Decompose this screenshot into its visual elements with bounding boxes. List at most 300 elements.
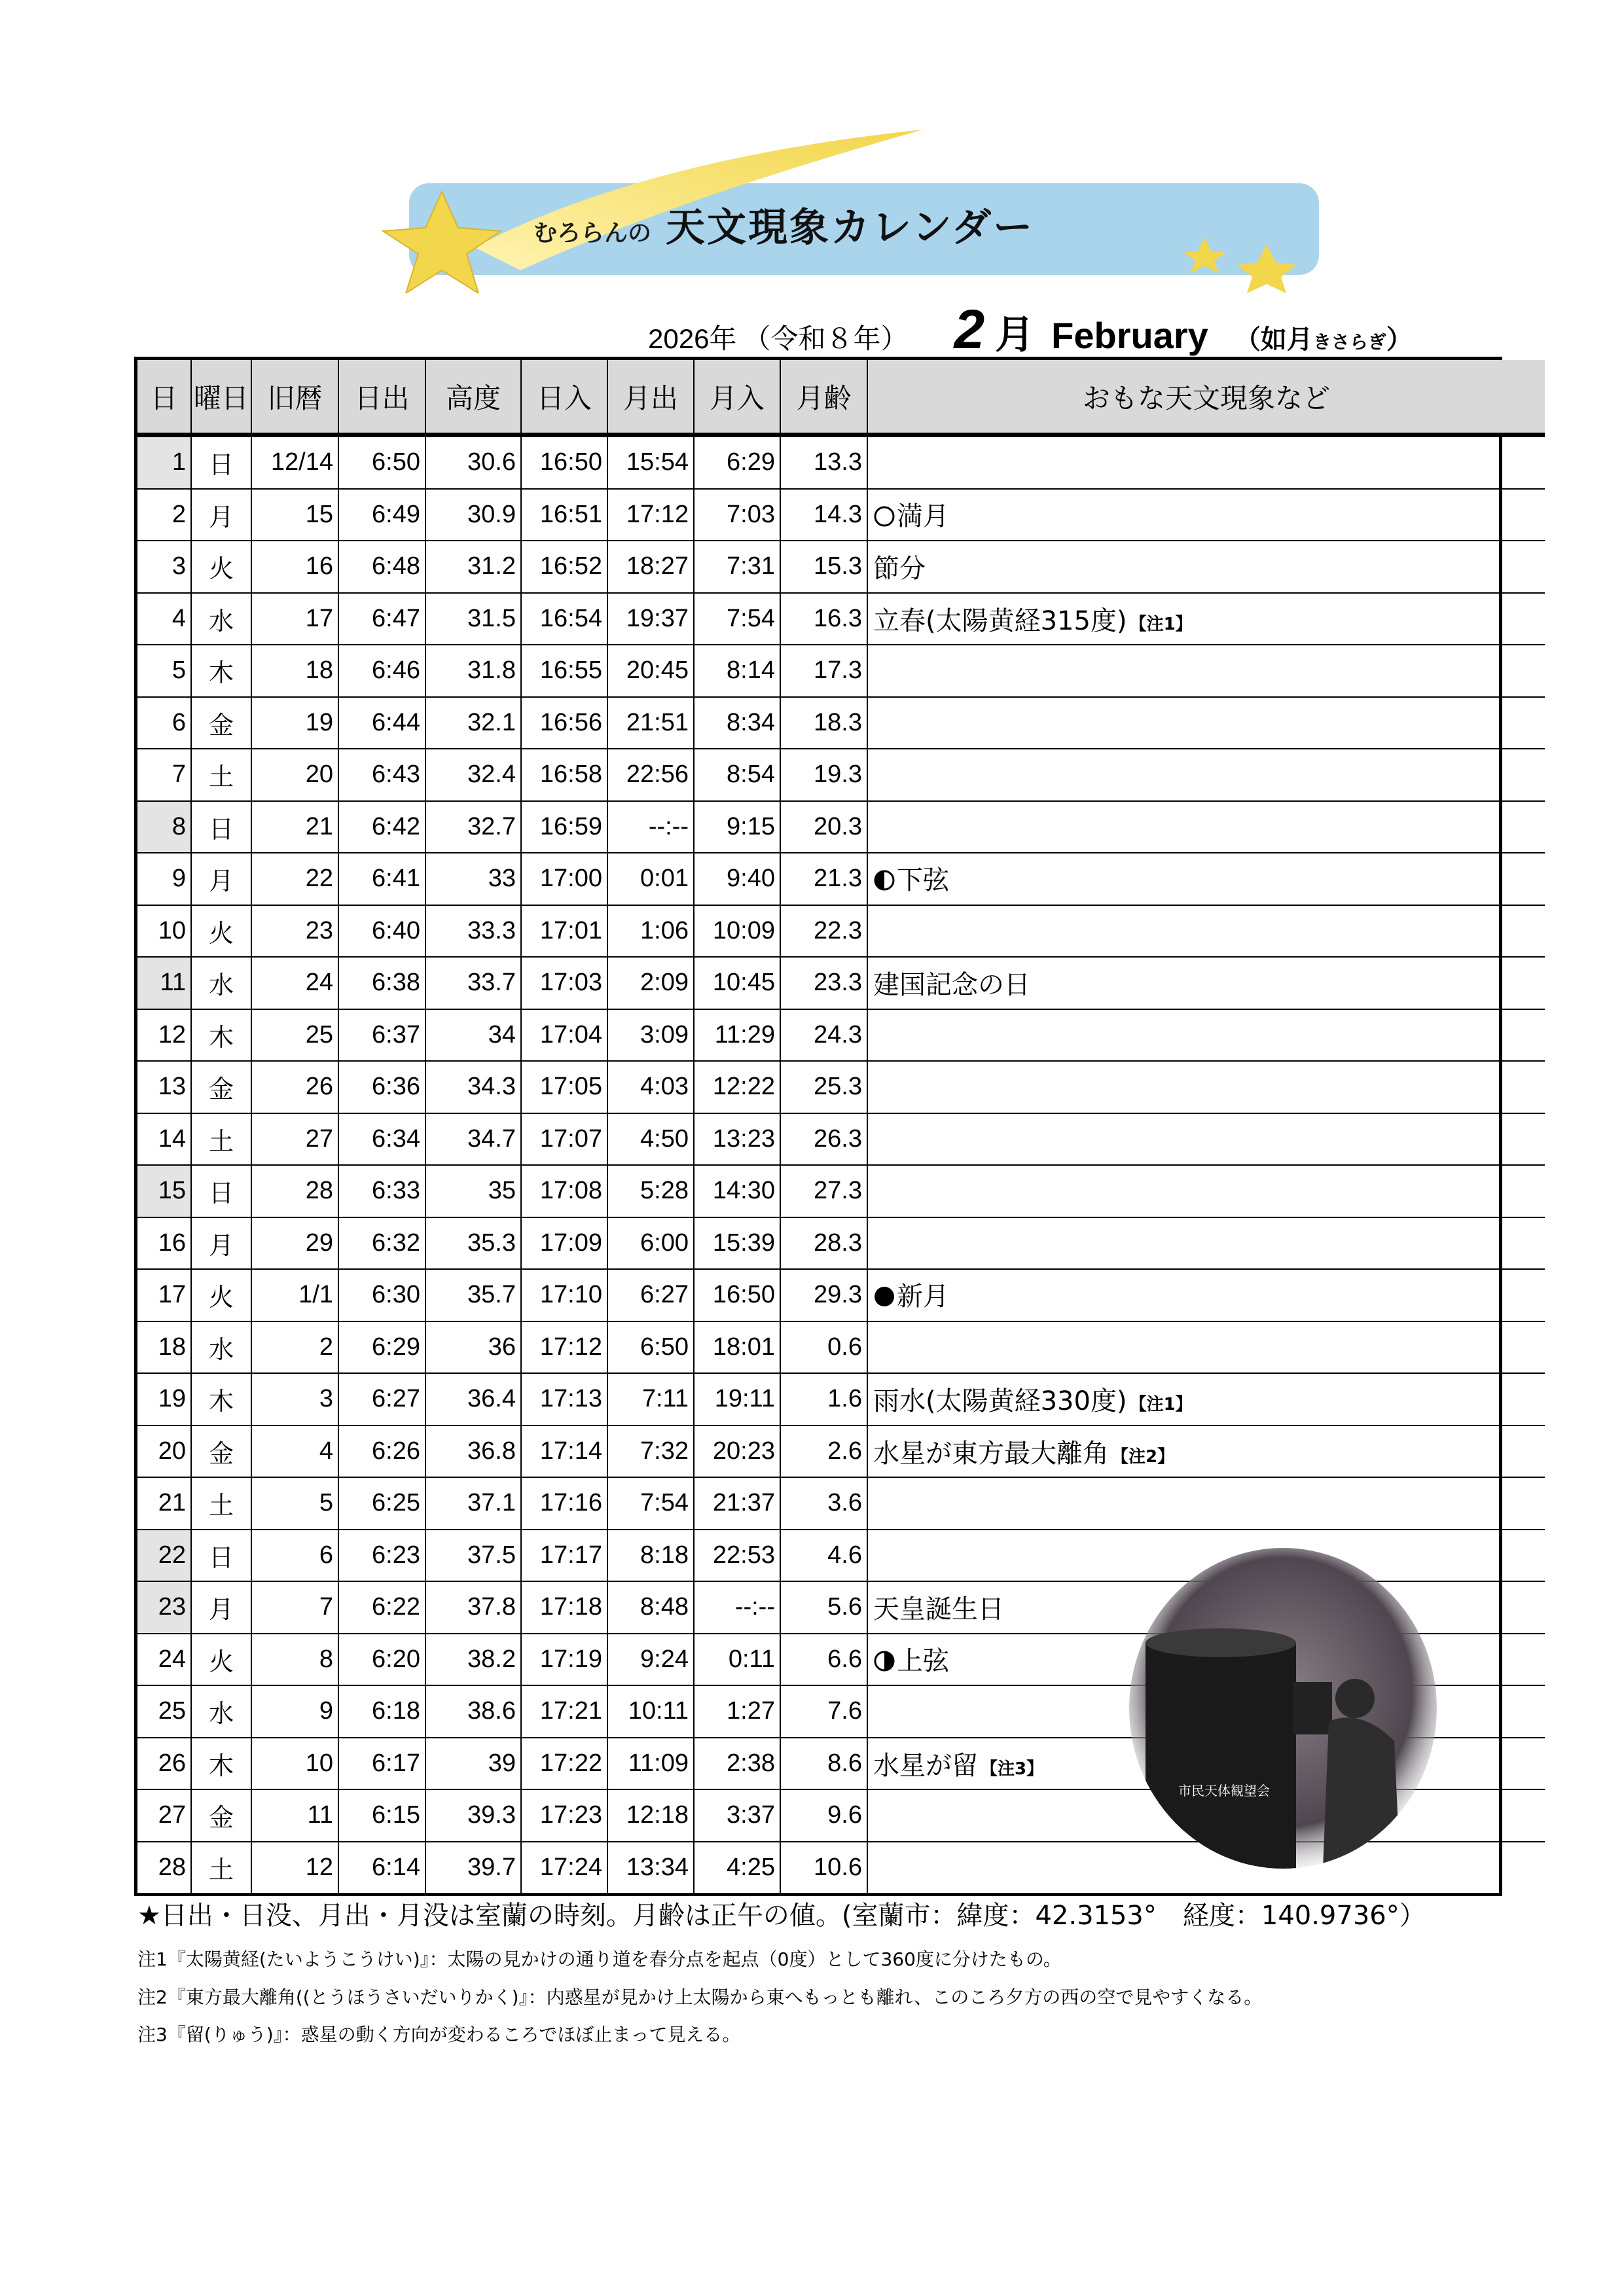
moon-age-cell: 18.3 — [780, 697, 867, 749]
altitude-cell: 37.1 — [425, 1477, 521, 1530]
altitude-cell: 31.8 — [425, 645, 521, 697]
weekday-cell: 火 — [191, 1634, 251, 1686]
altitude-cell: 34 — [425, 1009, 521, 1062]
altitude-cell: 33.7 — [425, 957, 521, 1009]
footnote-1: 注1『太陽黄経(たいようこうけい)』：太陽の見かけの通り道を春分点を起点（0度）として360度に分けたもの。 — [137, 1948, 1062, 1970]
col-header-sunrise: 日出 — [338, 360, 425, 435]
sunset-cell: 17:17 — [521, 1530, 607, 1582]
moonrise-cell: 0:01 — [607, 853, 694, 905]
moonset-cell: 11:29 — [694, 1009, 780, 1062]
day-cell: 27 — [137, 1789, 191, 1842]
weekday-cell: 水 — [191, 957, 251, 1009]
sunset-cell: 16:50 — [521, 435, 607, 489]
moonrise-cell: 2:09 — [607, 957, 694, 1009]
table-row — [137, 905, 1545, 958]
moon-age-cell: 22.3 — [780, 905, 867, 958]
moon-age-cell: 0.6 — [780, 1321, 867, 1374]
moonrise-cell: 8:48 — [607, 1581, 694, 1634]
sunset-cell: 16:54 — [521, 593, 607, 645]
sunset-cell: 17:23 — [521, 1789, 607, 1842]
sunset-cell: 17:01 — [521, 905, 607, 958]
moonset-cell: 20:23 — [694, 1426, 780, 1478]
day-cell: 13 — [137, 1061, 191, 1113]
note-reference: 【注3】 — [981, 1759, 1044, 1779]
weekday-cell: 土 — [191, 1113, 251, 1166]
lunar-date-cell: 16 — [251, 541, 338, 593]
event-text: 水星が留 — [873, 1750, 978, 1781]
moonset-cell: 16:50 — [694, 1269, 780, 1321]
sunrise-cell: 6:48 — [338, 541, 425, 593]
sunrise-cell: 6:20 — [338, 1634, 425, 1686]
altitude-cell: 39.3 — [425, 1789, 521, 1842]
sunrise-cell: 6:40 — [338, 905, 425, 958]
moon-age-cell: 3.6 — [780, 1477, 867, 1530]
sunrise-cell: 6:43 — [338, 749, 425, 801]
moonrise-cell: 9:24 — [607, 1634, 694, 1686]
day-cell: 14 — [137, 1113, 191, 1166]
month-heading — [648, 298, 1413, 360]
col-header-sunset: 日入 — [521, 360, 607, 435]
sunset-cell: 17:14 — [521, 1426, 607, 1478]
observation-photo — [1126, 1545, 1440, 1872]
moon-age-cell: 25.3 — [780, 1061, 867, 1113]
event-text: 節分 — [873, 554, 926, 584]
table-row — [137, 697, 1545, 749]
day-cell: 16 — [137, 1217, 191, 1270]
event-cell — [867, 645, 1545, 697]
lunar-date-cell: 12/14 — [251, 435, 338, 489]
event-cell — [867, 905, 1545, 958]
day-cell: 9 — [137, 853, 191, 905]
day-cell: 25 — [137, 1685, 191, 1738]
moonset-cell: 8:34 — [694, 697, 780, 749]
lunar-date-cell: 10 — [251, 1738, 338, 1790]
moonrise-cell: 10:11 — [607, 1685, 694, 1738]
weekday-cell: 木 — [191, 645, 251, 697]
moonset-cell: 4:25 — [694, 1842, 780, 1893]
lunar-date-cell: 17 — [251, 593, 338, 645]
lunar-date-cell: 15 — [251, 489, 338, 541]
moonset-cell: 21:37 — [694, 1477, 780, 1530]
sunset-cell: 16:56 — [521, 697, 607, 749]
moonset-cell: 18:01 — [694, 1321, 780, 1374]
event-cell — [867, 1061, 1545, 1113]
event-text: 水星が東方最大離角 — [873, 1438, 1109, 1469]
sunset-cell: 17:12 — [521, 1321, 607, 1374]
sunrise-cell: 6:27 — [338, 1373, 425, 1426]
moon-age-cell: 15.3 — [780, 541, 867, 593]
lunar-date-cell: 25 — [251, 1009, 338, 1062]
moon-age-cell: 29.3 — [780, 1269, 867, 1321]
altitude-cell: 36.8 — [425, 1426, 521, 1478]
moon-age-cell: 27.3 — [780, 1165, 867, 1217]
event-cell — [867, 1477, 1545, 1530]
event-text: 立春(太陽黄経315度) — [873, 605, 1127, 636]
footnote-main: ★日出・日没、月出・月没は室蘭の時刻。月齢は正午の値。(室蘭市：緯度：42.3153° 経度：140.9736°） — [137, 1901, 1426, 1931]
day-cell: 22 — [137, 1530, 191, 1582]
moonset-cell: 12:22 — [694, 1061, 780, 1113]
event-cell — [867, 749, 1545, 801]
month-number: 2 — [954, 298, 985, 360]
sunset-cell: 17:10 — [521, 1269, 607, 1321]
sunrise-cell: 6:22 — [338, 1581, 425, 1634]
event-text: 雨水(太陽黄経330度) — [873, 1386, 1127, 1417]
lunar-date-cell: 12 — [251, 1842, 338, 1893]
year-label: 2026年 — [648, 323, 737, 354]
event-text: 天皇誕生日 — [873, 1594, 1004, 1625]
sunset-cell: 17:08 — [521, 1165, 607, 1217]
sunset-cell: 17:16 — [521, 1477, 607, 1530]
day-cell: 26 — [137, 1738, 191, 1790]
moonrise-cell: 8:18 — [607, 1530, 694, 1582]
person-icon — [1335, 1679, 1375, 1718]
note-reference: 【注1】 — [1129, 1395, 1193, 1415]
moonrise-cell: 4:50 — [607, 1113, 694, 1166]
day-cell: 2 — [137, 489, 191, 541]
moonset-cell: 14:30 — [694, 1165, 780, 1217]
altitude-cell: 38.2 — [425, 1634, 521, 1686]
lunar-date-cell: 3 — [251, 1373, 338, 1426]
moonset-cell: 19:11 — [694, 1373, 780, 1426]
altitude-cell: 30.6 — [425, 435, 521, 489]
sunset-cell: 17:00 — [521, 853, 607, 905]
moon-age-cell: 2.6 — [780, 1426, 867, 1478]
weekday-cell: 土 — [191, 1477, 251, 1530]
weekday-cell: 日 — [191, 1165, 251, 1217]
month-kana: きさらぎ — [1312, 331, 1386, 353]
lunar-date-cell: 8 — [251, 1634, 338, 1686]
note-reference: 【注1】 — [1129, 614, 1193, 634]
new-moon-icon — [873, 1284, 895, 1314]
moonrise-cell: 11:09 — [607, 1738, 694, 1790]
table-row — [137, 645, 1545, 697]
altitude-cell: 35 — [425, 1165, 521, 1217]
sunrise-cell: 6:36 — [338, 1061, 425, 1113]
altitude-cell: 32.4 — [425, 749, 521, 801]
weekday-cell: 金 — [191, 1061, 251, 1113]
weekday-cell: 月 — [191, 489, 251, 541]
moon-age-cell: 20.3 — [780, 801, 867, 853]
moonrise-cell: --:-- — [607, 801, 694, 853]
lunar-date-cell: 1/1 — [251, 1269, 338, 1321]
lunar-date-cell: 18 — [251, 645, 338, 697]
event-cell — [867, 435, 1545, 489]
moon-age-cell: 19.3 — [780, 749, 867, 801]
sunset-cell: 16:51 — [521, 489, 607, 541]
day-cell: 3 — [137, 541, 191, 593]
lunar-date-cell: 6 — [251, 1530, 338, 1582]
day-cell: 11 — [137, 957, 191, 1009]
sunrise-cell: 6:25 — [338, 1477, 425, 1530]
sunrise-cell: 6:37 — [338, 1009, 425, 1062]
sunrise-cell: 6:32 — [338, 1217, 425, 1270]
day-cell: 10 — [137, 905, 191, 958]
moonset-cell: 2:38 — [694, 1738, 780, 1790]
altitude-cell: 33 — [425, 853, 521, 905]
table-row — [137, 541, 1545, 593]
event-cell — [867, 1426, 1545, 1478]
day-cell: 24 — [137, 1634, 191, 1686]
lunar-date-cell: 21 — [251, 801, 338, 853]
month-kanji: 月 — [995, 312, 1035, 358]
note-reference: 【注2】 — [1111, 1446, 1175, 1467]
moonset-cell: 1:27 — [694, 1685, 780, 1738]
sunrise-cell: 6:34 — [338, 1113, 425, 1166]
altitude-cell: 39.7 — [425, 1842, 521, 1893]
altitude-cell: 39 — [425, 1738, 521, 1790]
sunrise-cell: 6:18 — [338, 1685, 425, 1738]
moonrise-cell: 5:28 — [607, 1165, 694, 1217]
event-text: 建国記念の日 — [873, 970, 1030, 1001]
era-label: （令和８年） — [743, 323, 909, 355]
moonset-cell: 15:39 — [694, 1217, 780, 1270]
col-header-events: おもな天文現象など — [867, 360, 1545, 435]
sunrise-cell: 6:17 — [338, 1738, 425, 1790]
footnote-3: 注3『留(りゅう)』：惑星の動く方向が変わるころでほぼ止まって見える。 — [137, 2024, 741, 2045]
altitude-cell: 38.6 — [425, 1685, 521, 1738]
weekday-cell: 日 — [191, 1530, 251, 1582]
col-header-moon-age: 月齢 — [780, 360, 867, 435]
day-cell: 8 — [137, 801, 191, 853]
brand-name: むろらんの — [533, 220, 652, 247]
weekday-cell: 火 — [191, 541, 251, 593]
sunset-cell: 17:05 — [521, 1061, 607, 1113]
moonset-cell: 7:54 — [694, 593, 780, 645]
moonset-cell: 3:37 — [694, 1789, 780, 1842]
moonrise-cell: 3:09 — [607, 1009, 694, 1062]
sunrise-cell: 6:47 — [338, 593, 425, 645]
moonset-cell: 8:14 — [694, 645, 780, 697]
moon-age-cell: 9.6 — [780, 1789, 867, 1842]
moonrise-cell: 15:54 — [607, 435, 694, 489]
event-text: 下弦 — [897, 865, 949, 896]
weekday-cell: 金 — [191, 697, 251, 749]
weekday-cell: 金 — [191, 1789, 251, 1842]
altitude-cell: 32.1 — [425, 697, 521, 749]
weekday-cell: 水 — [191, 1685, 251, 1738]
event-cell — [867, 697, 1545, 749]
col-header-altitude: 高度 — [425, 360, 521, 435]
moonset-cell: 10:09 — [694, 905, 780, 958]
event-text: 新月 — [897, 1282, 949, 1312]
event-text: 満月 — [897, 501, 949, 531]
table-row — [137, 1373, 1545, 1426]
moonrise-cell: 6:50 — [607, 1321, 694, 1374]
table-row — [137, 593, 1545, 645]
sunrise-cell: 6:41 — [338, 853, 425, 905]
weekday-cell: 日 — [191, 435, 251, 489]
table-row — [137, 1009, 1545, 1062]
lunar-date-cell: 19 — [251, 697, 338, 749]
weekday-cell: 火 — [191, 905, 251, 958]
sunrise-cell: 6:44 — [338, 697, 425, 749]
sunset-cell: 17:07 — [521, 1113, 607, 1166]
moonset-cell: 10:45 — [694, 957, 780, 1009]
lunar-date-cell: 4 — [251, 1426, 338, 1478]
altitude-cell: 32.7 — [425, 801, 521, 853]
moonset-cell: 13:23 — [694, 1113, 780, 1166]
moonset-cell: 7:03 — [694, 489, 780, 541]
moonset-cell: 7:31 — [694, 541, 780, 593]
moonrise-cell: 13:34 — [607, 1842, 694, 1893]
month-japanese: （如月 — [1234, 325, 1313, 355]
lunar-date-cell: 26 — [251, 1061, 338, 1113]
lunar-date-cell: 20 — [251, 749, 338, 801]
weekday-cell: 木 — [191, 1738, 251, 1790]
sunset-cell: 17:13 — [521, 1373, 607, 1426]
page-title: 天文現象カレンダー — [666, 205, 1035, 251]
event-cell — [867, 1373, 1545, 1426]
sunset-cell: 16:58 — [521, 749, 607, 801]
day-cell: 17 — [137, 1269, 191, 1321]
altitude-cell: 33.3 — [425, 905, 521, 958]
altitude-cell: 31.2 — [425, 541, 521, 593]
moonrise-cell: 21:51 — [607, 697, 694, 749]
table-row — [137, 1269, 1545, 1321]
event-cell — [867, 1217, 1545, 1270]
event-cell — [867, 489, 1545, 541]
moonrise-cell: 17:12 — [607, 489, 694, 541]
table-row — [137, 801, 1545, 853]
sunrise-cell: 6:14 — [338, 1842, 425, 1893]
event-cell — [867, 1269, 1545, 1321]
moon-age-cell: 13.3 — [780, 435, 867, 489]
altitude-cell: 35.7 — [425, 1269, 521, 1321]
table-row — [137, 1321, 1545, 1374]
lunar-date-cell: 24 — [251, 957, 338, 1009]
table-row — [137, 1061, 1545, 1113]
weekday-cell: 月 — [191, 1581, 251, 1634]
moonrise-cell: 7:11 — [607, 1373, 694, 1426]
moon-age-cell: 26.3 — [780, 1113, 867, 1166]
day-cell: 6 — [137, 697, 191, 749]
weekday-cell: 水 — [191, 593, 251, 645]
day-cell: 21 — [137, 1477, 191, 1530]
sunset-cell: 17:22 — [521, 1738, 607, 1790]
lunar-date-cell: 29 — [251, 1217, 338, 1270]
col-header-weekday: 曜日 — [191, 360, 251, 435]
day-cell: 1 — [137, 435, 191, 489]
moon-age-cell: 5.6 — [780, 1581, 867, 1634]
lunar-date-cell: 22 — [251, 853, 338, 905]
lunar-date-cell: 28 — [251, 1165, 338, 1217]
day-cell: 23 — [137, 1581, 191, 1634]
altitude-cell: 36.4 — [425, 1373, 521, 1426]
lunar-date-cell: 9 — [251, 1685, 338, 1738]
moonset-cell: --:-- — [694, 1581, 780, 1634]
moonrise-cell: 19:37 — [607, 593, 694, 645]
weekday-cell: 日 — [191, 801, 251, 853]
table-row — [137, 489, 1545, 541]
altitude-cell: 37.5 — [425, 1530, 521, 1582]
moon-age-cell: 24.3 — [780, 1009, 867, 1062]
col-header-moonset: 月入 — [694, 360, 780, 435]
lunar-date-cell: 11 — [251, 1789, 338, 1842]
banner-text — [533, 196, 1034, 255]
sunset-cell: 16:59 — [521, 801, 607, 853]
sunset-cell: 17:19 — [521, 1634, 607, 1686]
moon-age-cell: 4.6 — [780, 1530, 867, 1582]
moon-age-cell: 23.3 — [780, 957, 867, 1009]
sunset-cell: 17:03 — [521, 957, 607, 1009]
sunrise-cell: 6:46 — [338, 645, 425, 697]
moonset-cell: 6:29 — [694, 435, 780, 489]
weekday-cell: 火 — [191, 1269, 251, 1321]
moon-age-cell: 16.3 — [780, 593, 867, 645]
event-cell — [867, 801, 1545, 853]
sunrise-cell: 6:30 — [338, 1269, 425, 1321]
sunset-cell: 17:18 — [521, 1581, 607, 1634]
day-cell: 12 — [137, 1009, 191, 1062]
altitude-cell: 34.3 — [425, 1061, 521, 1113]
sunrise-cell: 6:33 — [338, 1165, 425, 1217]
moon-age-cell: 14.3 — [780, 489, 867, 541]
moon-age-cell: 7.6 — [780, 1685, 867, 1738]
weekday-cell: 土 — [191, 749, 251, 801]
moon-age-cell: 10.6 — [780, 1842, 867, 1893]
sunrise-cell: 6:50 — [338, 435, 425, 489]
moonrise-cell: 7:32 — [607, 1426, 694, 1478]
first-quarter-icon — [873, 1649, 895, 1679]
table-row — [137, 749, 1545, 801]
moonset-cell: 9:15 — [694, 801, 780, 853]
altitude-cell: 37.8 — [425, 1581, 521, 1634]
moon-age-cell: 17.3 — [780, 645, 867, 697]
moonrise-cell: 12:18 — [607, 1789, 694, 1842]
altitude-cell: 35.3 — [425, 1217, 521, 1270]
moon-age-cell: 21.3 — [780, 853, 867, 905]
sunrise-cell: 6:42 — [338, 801, 425, 853]
sunrise-cell: 6:29 — [338, 1321, 425, 1374]
col-header-day: 日 — [137, 360, 191, 435]
table-row — [137, 853, 1545, 905]
sunrise-cell: 6:38 — [338, 957, 425, 1009]
month-close: ） — [1386, 325, 1413, 355]
sunrise-cell: 6:26 — [338, 1426, 425, 1478]
event-cell — [867, 593, 1545, 645]
sunrise-cell: 6:15 — [338, 1789, 425, 1842]
altitude-cell: 31.5 — [425, 593, 521, 645]
weekday-cell: 月 — [191, 1217, 251, 1270]
moon-age-cell: 1.6 — [780, 1373, 867, 1426]
lunar-date-cell: 5 — [251, 1477, 338, 1530]
sunset-cell: 17:24 — [521, 1842, 607, 1893]
moonrise-cell: 18:27 — [607, 541, 694, 593]
sunset-cell: 17:21 — [521, 1685, 607, 1738]
moonrise-cell: 7:54 — [607, 1477, 694, 1530]
moonset-cell: 0:11 — [694, 1634, 780, 1686]
day-cell: 5 — [137, 645, 191, 697]
day-cell: 28 — [158, 1853, 186, 1881]
moonrise-cell: 22:56 — [607, 749, 694, 801]
day-cell: 7 — [137, 749, 191, 801]
month-english: February — [1051, 315, 1208, 356]
lunar-date-cell: 23 — [251, 905, 338, 958]
header-row — [137, 360, 1545, 435]
moonrise-cell: 4:03 — [607, 1061, 694, 1113]
telescope-icon — [1146, 1643, 1296, 1872]
sunrise-cell: 6:23 — [338, 1530, 425, 1582]
weekday-cell: 木 — [191, 1009, 251, 1062]
moonrise-cell: 20:45 — [607, 645, 694, 697]
moonrise-cell: 6:27 — [607, 1269, 694, 1321]
event-cell — [867, 1165, 1545, 1217]
event-cell — [867, 957, 1545, 1009]
event-cell — [867, 541, 1545, 593]
moonset-cell: 22:53 — [694, 1530, 780, 1582]
col-header-moonrise: 月出 — [607, 360, 694, 435]
day-cell: 20 — [137, 1426, 191, 1478]
